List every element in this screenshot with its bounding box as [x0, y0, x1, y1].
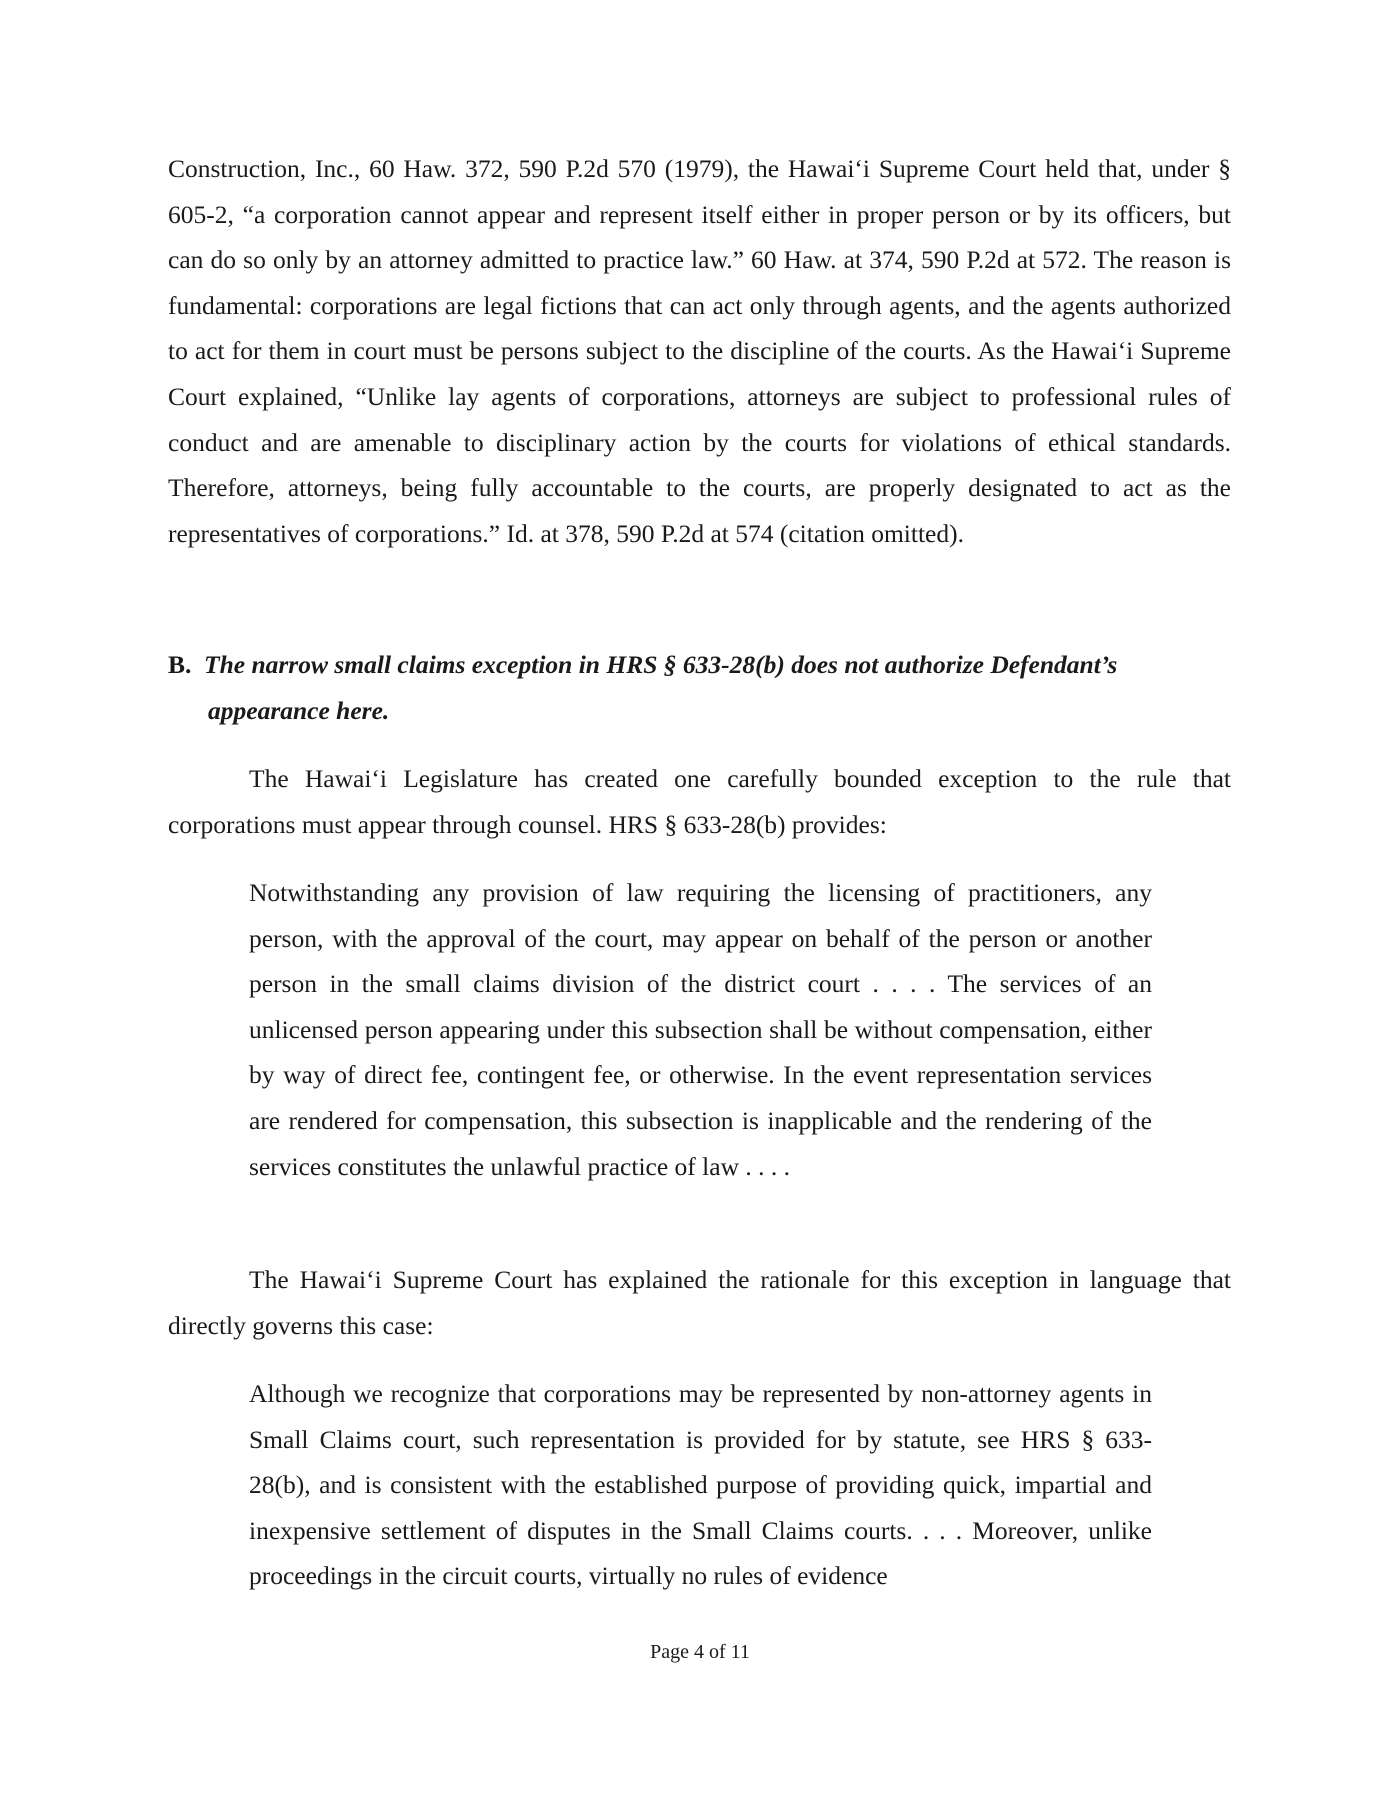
body-paragraph-legislative-exception: The Hawai‘i Legislature has created one carefully bounded exception to the rule that corporations must appear through counsel. HRS § 633-28(b) provides:	[168, 764, 1231, 839]
block-quote-supreme-court: Although we recognize that corporations may be represented by non-attorney agents in Small Claims court, such representation is provided for by statute, see HRS § 633-28(b), and is consistent with the established purpose of providing quick, impartial and inexpensive settlement of disputes in the Small Claims courts. . . . Moreover, unlike proceedings in the circuit courts, virtually no rules of evidence	[249, 1379, 1152, 1591]
body-paragraph-corporate-representation: Construction, Inc., 60 Haw. 372, 590 P.2d 570 (1979), the Hawai‘i Supreme Court held that, under § 605-2, “a corporation cannot appear and represent itself either in proper person or by its officers, but can do so only by an attorney admitted to practice law.” 60 Haw. at 374, 590 P.2d at 572. The reason is fundamental: corporations are legal fictions that can act only through agents, and the agents authorized to act for them in court must be persons subject to the discipline of the courts. As the Hawai‘i Supreme Court explained, “Unlike lay agents of corporations, attorneys are subject to professional rules of conduct and are amenable to disciplinary action by the courts for violations of ethical standards. Therefore, attorneys, being fully accountable to the courts, are properly designated to act as the representatives of corporations.” Id. at 378, 590 P.2d at 574 (citation omitted).	[168, 154, 1231, 548]
section-heading-title-line1: The narrow small claims exception in HRS § 633-28(b) does not authorize Defendant’s	[204, 650, 1118, 679]
block-quote-statute: Notwithstanding any provision of law requiring the licensing of practitioners, any person, with the approval of the court, may appear on behalf of the person or another person in the small claims division of the district court . . . . The services of an unlicensed person appearing under this subsection shall be without compensation, either by way of direct fee, contingent fee, or otherwise. In the event representation services are rendered for compensation, this subsection is inapplicable and the rendering of the services constitutes the unlawful practice of law . . . .	[249, 878, 1152, 1181]
body-paragraph-rationale-intro: The Hawai‘i Supreme Court has explained the rationale for this exception in language that directly governs this case:	[168, 1265, 1231, 1340]
section-heading-label: B.	[168, 650, 192, 679]
section-heading-title-line2: appearance here.	[208, 695, 390, 725]
page-number-footer: Page 4 of 11	[650, 1641, 750, 1663]
section-heading-b	[168, 642, 1231, 733]
